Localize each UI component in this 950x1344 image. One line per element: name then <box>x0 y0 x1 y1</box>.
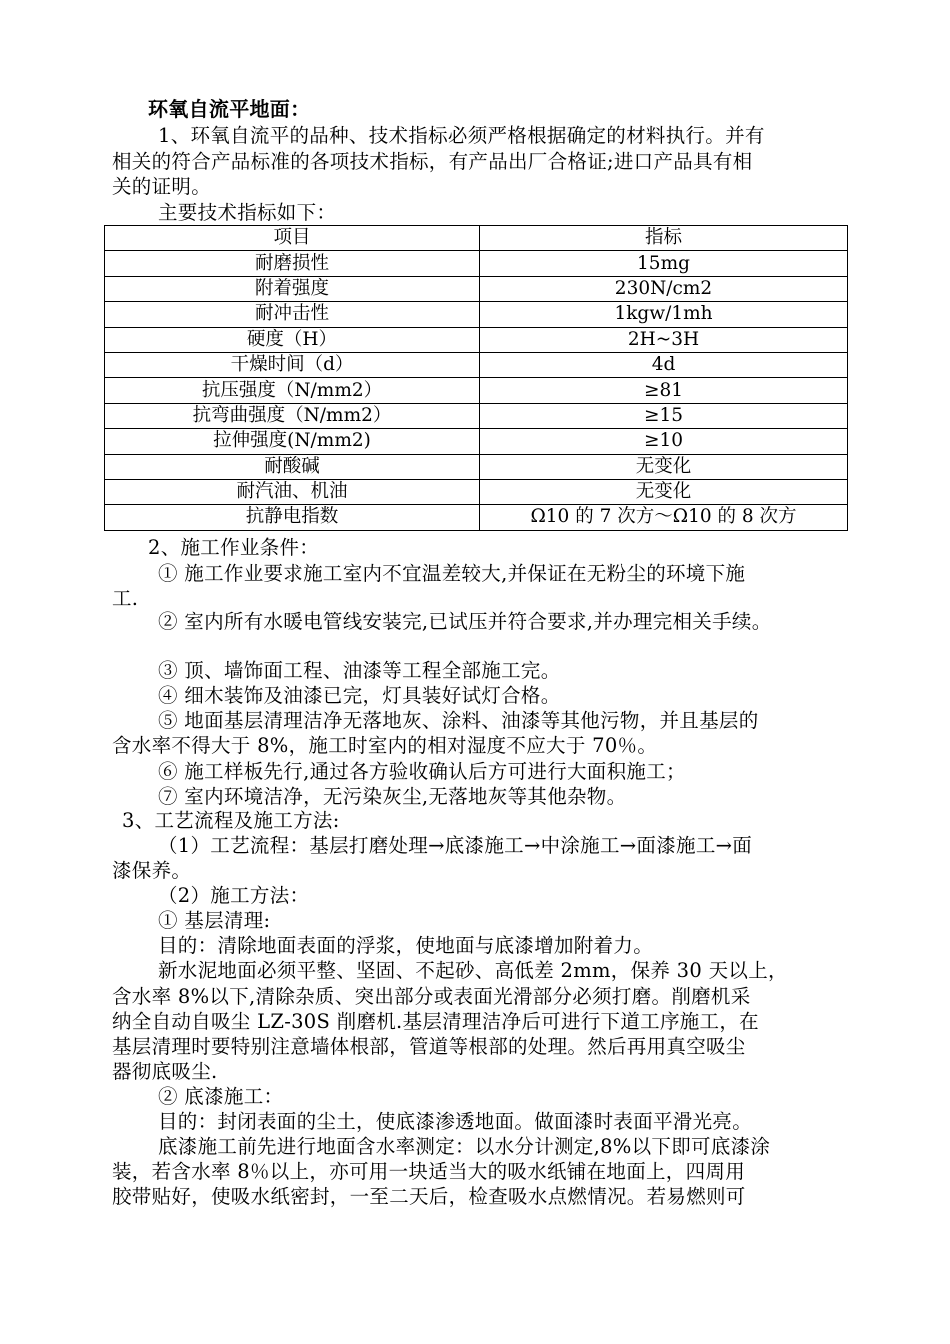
item-cell: 耐磨损性 <box>105 251 480 276</box>
item-cell: 附着强度 <box>105 276 480 301</box>
body-line: ② 室内所有水暖电管线安装完,已试压并符合要求,并办理完相关手续。 <box>158 610 772 633</box>
item-cell: 耐汽油、机油 <box>105 479 480 504</box>
header-item: 项目 <box>105 226 480 251</box>
value-cell: ≥10 <box>480 429 848 454</box>
item-cell: 硬度（H） <box>105 327 480 352</box>
table-header-row <box>105 226 848 251</box>
section-heading-2: 2、施工作业条件： <box>148 536 320 559</box>
value-cell: 15mg <box>480 251 848 276</box>
item-cell: 抗弯曲强度（N/mm2） <box>105 403 480 428</box>
body-line: 目的：清除地面表面的浮浆，使地面与底漆增加附着力。 <box>158 934 654 957</box>
table-row <box>105 479 848 504</box>
item-cell: 干燥时间（d） <box>105 352 480 377</box>
body-line: 胶带贴好，使吸水纸密封，一至二天后，检查吸水点燃情况。若易燃则可 <box>112 1185 746 1208</box>
body-line: 底漆施工前先进行地面含水率测定：以水分计测定,8%以下即可底漆涂 <box>158 1135 771 1158</box>
item-cell: 拉伸强度(N/mm2) <box>105 429 480 454</box>
body-line: 含水率不得大于 8%，施工时室内的相对湿度不应大于 70％。 <box>112 734 658 757</box>
body-line: （2）施工方法： <box>158 884 310 907</box>
item-cell: 抗压强度（N/mm2） <box>105 378 480 403</box>
intro-line-2: 相关的符合产品标准的各项技术指标，有产品出厂合格证;进口产品具有相 <box>112 150 753 173</box>
value-cell: 无变化 <box>480 479 848 504</box>
table-caption: 主要技术指标如下： <box>158 201 337 224</box>
table-row <box>105 327 848 352</box>
value-cell: Ω10 的 7 次方～Ω10 的 8 次方 <box>480 505 848 530</box>
body-line: 器彻底吸尘. <box>112 1060 218 1083</box>
value-cell: 无变化 <box>480 454 848 479</box>
body-line: 装，若含水率 8％以上，亦可用一块适当大的吸水纸铺在地面上，四周用 <box>112 1160 746 1183</box>
intro-line-3: 关的证明。 <box>112 175 212 198</box>
spec-table <box>104 225 848 531</box>
body-line: ⑥ 施工样板先行,通过各方验收确认后方可进行大面积施工； <box>158 760 686 783</box>
body-line: 基层清理时要特别注意墙体根部，管道等根部的处理。然后再用真空吸尘 <box>112 1035 746 1058</box>
value-cell: 4d <box>480 352 848 377</box>
table-row <box>105 251 848 276</box>
body-line: ③ 顶、墙饰面工程、油漆等工程全部施工完。 <box>158 659 561 682</box>
item-cell: 耐酸碱 <box>105 454 480 479</box>
body-line: ① 基层清理: <box>158 909 271 932</box>
table-row <box>105 429 848 454</box>
header-value: 指标 <box>480 226 848 251</box>
body-line: 漆保养。 <box>112 859 192 882</box>
body-line: ② 底漆施工： <box>158 1085 284 1108</box>
body-line: ⑤ 地面基层清理洁净无落地灰、涂料、油漆等其他污物，并且基层的 <box>158 709 759 732</box>
table-row <box>105 403 848 428</box>
table-row <box>105 276 848 301</box>
value-cell: 2H~3H <box>480 327 848 352</box>
section-heading-3: 3、工艺流程及施工方法: <box>122 809 340 832</box>
value-cell: 230N/cm2 <box>480 276 848 301</box>
body-line: 含水率 8%以下,清除杂质、突出部分或表面光滑部分必须打磨。削磨机采 <box>112 985 751 1008</box>
body-line: ⑦ 室内环境洁净，无污染灰尘,无落地灰等其他杂物。 <box>158 785 627 808</box>
table-row <box>105 352 848 377</box>
section-title: 环氧自流平地面： <box>148 97 311 121</box>
body-line: 目的：封闭表面的尘土，使底漆渗透地面。做面漆时表面平滑光亮。 <box>158 1110 753 1133</box>
body-line: ④ 细木装饰及油漆已完，灯具装好试灯合格。 <box>158 684 561 707</box>
table-row <box>105 302 848 327</box>
table-row <box>105 505 848 530</box>
value-cell: 1kgw/1mh <box>480 302 848 327</box>
body-line: （1）工艺流程：基层打磨处理→底漆施工→中涂施工→面漆施工→面 <box>158 834 753 857</box>
table-row <box>105 378 848 403</box>
item-cell: 耐冲击性 <box>105 302 480 327</box>
intro-line-1: 1、环氧自流平的品种、技术指标必须严格根据确定的材料执行。并有 <box>158 124 765 147</box>
body-line: ① 施工作业要求施工室内不宜温差较大,并保证在无粉尘的环境下施 <box>158 562 746 585</box>
body-line: 工. <box>112 587 139 610</box>
item-cell: 抗静电指数 <box>105 505 480 530</box>
body-line: 新水泥地面必须平整、坚固、不起砂、高低差 2mm，保养 30 天以上， <box>158 959 788 982</box>
body-line: 纳全自动自吸尘 LZ-30S 削磨机.基层清理洁净后可进行下道工序施工，在 <box>112 1010 759 1033</box>
value-cell: ≥15 <box>480 403 848 428</box>
table-row <box>105 454 848 479</box>
value-cell: ≥81 <box>480 378 848 403</box>
